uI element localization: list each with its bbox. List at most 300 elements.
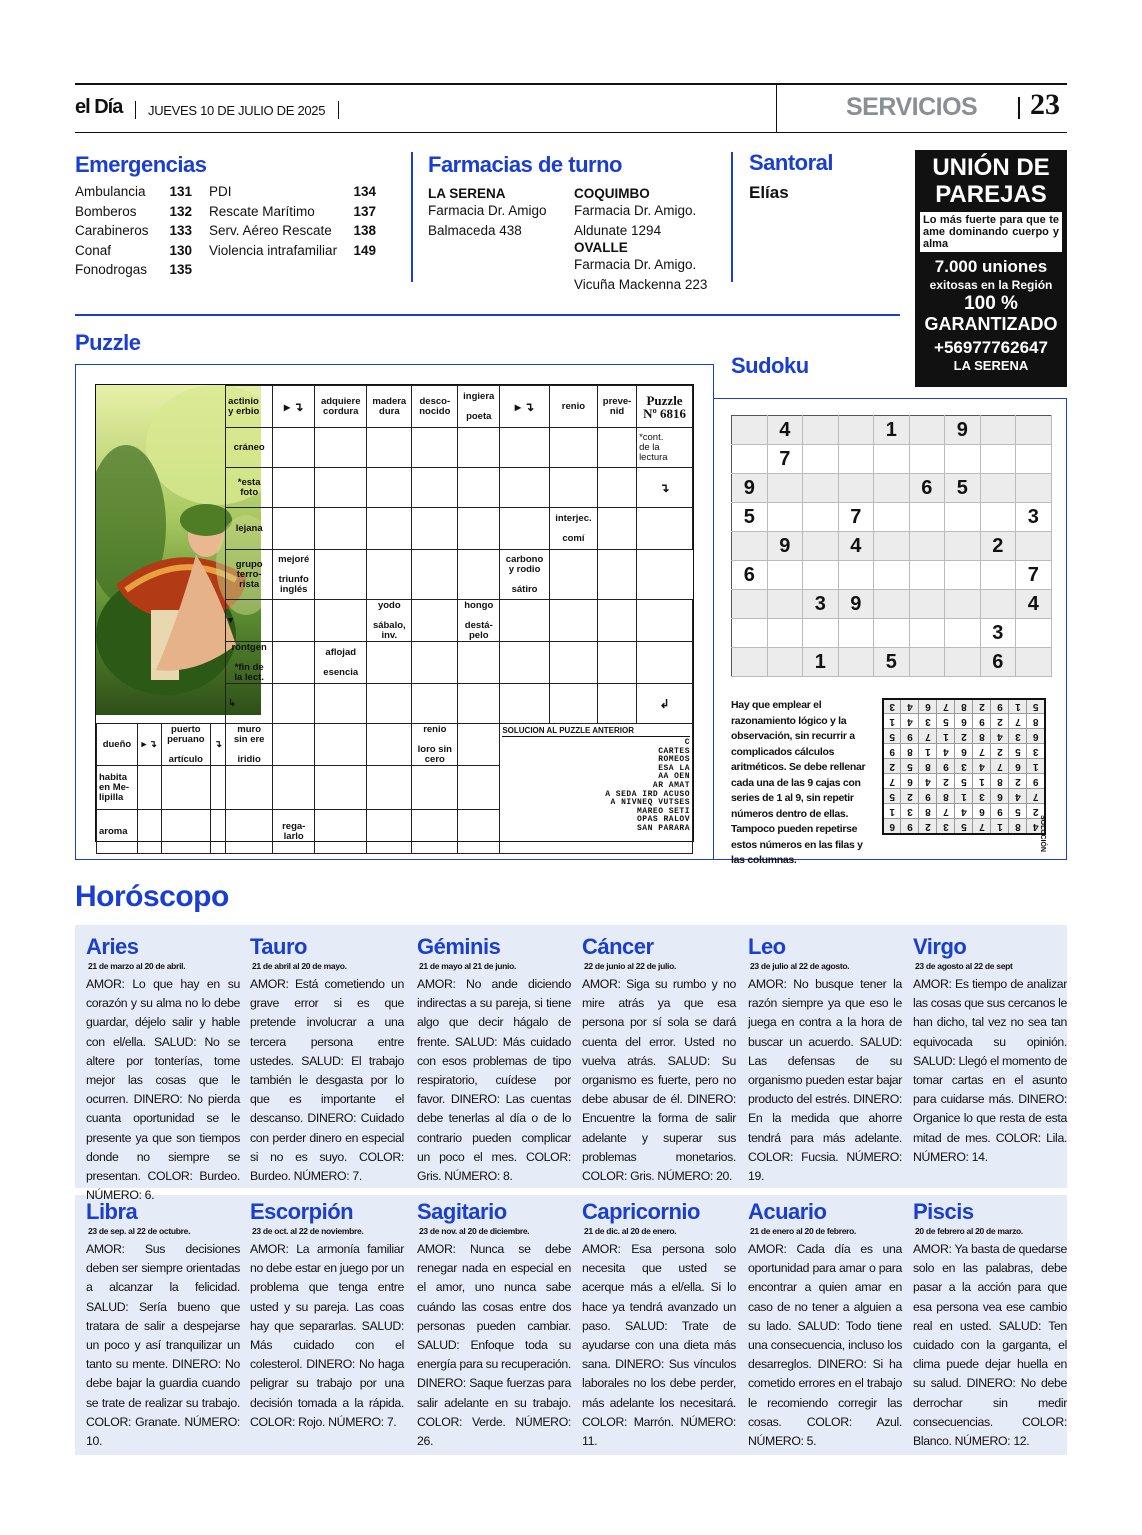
sudoku-cell[interactable] bbox=[909, 532, 945, 561]
solution-cell: 1 bbox=[991, 819, 1009, 834]
sign-text: AMOR: Sus decisiones deben ser siempre orientadas a alcanzar la felicidad. SALUD: Sería bueno que tratara de salir a despejarse un poco y así tranquilizar un tanto su mente. DINERO: No debe bajar la guardia cuando se trate de realizar su trabajo. COLOR: Granate. NÚMERO: 10. bbox=[86, 1242, 240, 1449]
answer-cell[interactable] bbox=[412, 642, 458, 684]
answer-cell[interactable] bbox=[637, 642, 693, 684]
ad-tagline: Lo más fuerte para que te ame dominando cuerpo y alma bbox=[920, 212, 1062, 252]
sudoku-cell[interactable] bbox=[767, 474, 803, 503]
answer-cell[interactable] bbox=[367, 766, 412, 810]
ad-city: LA SERENA bbox=[953, 358, 1029, 373]
answer-cell[interactable] bbox=[549, 684, 597, 724]
horoscope-sign-tauro bbox=[250, 935, 404, 1186]
sudoku-cell[interactable] bbox=[732, 416, 768, 445]
ad-guarantee-number: 100 % bbox=[964, 293, 1018, 314]
solution-cell: 9 bbox=[901, 819, 919, 834]
solution-row: ROMEOS bbox=[658, 755, 690, 765]
clue-cell: yodo sábalo, inv. bbox=[367, 600, 412, 642]
solution-cell: 8 bbox=[919, 759, 937, 774]
solution-cell: 8 bbox=[937, 789, 955, 804]
sudoku-cell[interactable] bbox=[732, 590, 768, 619]
sudoku-cell: 2 bbox=[980, 532, 1016, 561]
horoscope-sign-leo bbox=[748, 935, 902, 1186]
sudoku-cell[interactable] bbox=[803, 416, 839, 445]
answer-cell[interactable] bbox=[412, 468, 458, 508]
page-number: 23 bbox=[1030, 88, 1060, 121]
answer-cell[interactable] bbox=[367, 724, 412, 766]
answer-cell[interactable] bbox=[137, 766, 161, 810]
answer-cell[interactable] bbox=[458, 468, 500, 508]
header-divider bbox=[135, 101, 136, 119]
emergency-number: 149 bbox=[353, 242, 376, 258]
arrow-cell: ▸ ↴ bbox=[273, 386, 315, 428]
emergency-name: Conaf bbox=[75, 242, 112, 258]
answer-cell[interactable] bbox=[315, 724, 367, 766]
sudoku-cell[interactable] bbox=[803, 532, 839, 561]
sudoku-cell[interactable] bbox=[1016, 648, 1052, 677]
farmacia-address: Balmaceda 438 bbox=[428, 222, 522, 238]
ad-phone: +56977762647 bbox=[934, 338, 1048, 357]
solution-row bbox=[883, 699, 1045, 714]
emergency-name: Serv. Aéreo Rescate bbox=[209, 223, 332, 238]
horoscope-sign-capricornio bbox=[582, 1200, 736, 1451]
sign-text: AMOR: Cada día es una oportunidad para amar o para encontrar a quien amar en caso de no tener a alguien a su lado. SALUD: Todo tiene una consecuencia, incluso los desarreglos. DINERO: Si ha cometido errores en el trabajo le recomiendo corregir las cosas. COLOR: Azul. NÚMERO: 5. bbox=[748, 1242, 902, 1449]
sudoku-cell[interactable] bbox=[980, 590, 1016, 619]
sudoku-cell[interactable] bbox=[945, 590, 981, 619]
answer-cell[interactable] bbox=[161, 810, 210, 854]
answer-cell[interactable] bbox=[598, 428, 637, 468]
sudoku-cell[interactable] bbox=[909, 561, 945, 590]
sudoku-cell[interactable] bbox=[732, 445, 768, 474]
answer-cell[interactable] bbox=[367, 642, 412, 684]
sudoku-cell: 1 bbox=[803, 648, 839, 677]
answer-cell[interactable] bbox=[273, 600, 315, 642]
sudoku-cell: 9 bbox=[945, 416, 981, 445]
solution-row: C bbox=[684, 738, 690, 747]
solution-cell: 1 bbox=[937, 729, 955, 744]
sudoku-cell[interactable] bbox=[874, 503, 910, 532]
arrow-cell: ↲ bbox=[637, 684, 693, 724]
answer-cell[interactable] bbox=[315, 550, 367, 600]
answer-cell[interactable] bbox=[273, 724, 315, 766]
sudoku-cell[interactable] bbox=[1016, 619, 1052, 648]
sudoku-row bbox=[732, 503, 1052, 532]
answer-cell[interactable] bbox=[315, 810, 367, 854]
sudoku-cell: 3 bbox=[980, 619, 1016, 648]
answer-cell[interactable] bbox=[458, 766, 500, 810]
solution-cell: 5 bbox=[955, 774, 973, 789]
sudoku-row bbox=[732, 561, 1052, 590]
solution-cell bbox=[500, 724, 693, 854]
solution-cell: 2 bbox=[1009, 774, 1027, 789]
solution-cell: 6 bbox=[991, 789, 1009, 804]
solution-row: CARTES bbox=[658, 746, 690, 756]
clue-cell: aflojad esencia bbox=[315, 642, 367, 684]
solution-cell: 4 bbox=[901, 714, 919, 729]
puzzle-number-cell bbox=[637, 386, 693, 428]
horoscope-sign-sagitario bbox=[417, 1200, 571, 1451]
clue-cell: renio bbox=[549, 386, 597, 428]
answer-cell[interactable] bbox=[500, 468, 549, 508]
sudoku-cell[interactable] bbox=[838, 561, 874, 590]
horoscope-sign-acuario bbox=[748, 1200, 902, 1451]
answer-cell[interactable] bbox=[315, 766, 367, 810]
answer-cell[interactable] bbox=[412, 550, 458, 600]
sudoku-cell[interactable] bbox=[803, 561, 839, 590]
answer-cell[interactable] bbox=[598, 600, 637, 642]
answer-cell[interactable] bbox=[458, 724, 500, 766]
horoscope-sign-escorpión bbox=[250, 1200, 404, 1432]
sudoku-cell[interactable] bbox=[909, 416, 945, 445]
clue-cell: cráneo bbox=[226, 428, 273, 468]
sudoku-cell[interactable] bbox=[838, 648, 874, 677]
answer-cell[interactable] bbox=[315, 468, 367, 508]
sudoku-cell[interactable] bbox=[1016, 416, 1052, 445]
sudoku-cell[interactable] bbox=[980, 561, 1016, 590]
sudoku-cell[interactable] bbox=[874, 619, 910, 648]
answer-cell[interactable] bbox=[500, 600, 549, 642]
sudoku-cell: 4 bbox=[838, 532, 874, 561]
clue-cell: rega- larlo bbox=[273, 810, 315, 854]
header-section-divider bbox=[776, 83, 777, 133]
sign-text: AMOR: No ande diciendo indirectas a su pareja, si tiene algo que decir hágalo de frente. SALUD: Más cuidado con esos problemas de tipo respiratorio, cuídese por favor. DINERO: Las cuentas debe tenerlas al día o de lo contrario pueden complicar un poco el mes. COLOR: Gris. NÚMERO: 8. bbox=[417, 977, 571, 1184]
answer-cell[interactable] bbox=[458, 508, 500, 550]
farmacia-address: Vicuña Mackenna 223 bbox=[574, 276, 708, 292]
sudoku-cell: 6 bbox=[980, 648, 1016, 677]
sudoku-cell[interactable] bbox=[874, 590, 910, 619]
answer-cell[interactable] bbox=[273, 428, 315, 468]
sudoku-row bbox=[732, 474, 1052, 503]
ad-title: UNIÓN DE PAREJAS bbox=[932, 154, 1050, 208]
answer-cell[interactable] bbox=[273, 508, 315, 550]
sudoku-cell: 7 bbox=[767, 445, 803, 474]
solution-cell: 3 bbox=[937, 819, 955, 834]
sudoku-cell: 4 bbox=[1016, 590, 1052, 619]
solution-cell: 8 bbox=[1009, 819, 1027, 834]
sudoku-row bbox=[732, 445, 1052, 474]
section-label: SERVICIOS bbox=[846, 93, 978, 121]
answer-cell[interactable] bbox=[211, 766, 226, 810]
solution-row bbox=[883, 759, 1045, 774]
clue-cell: hongo destá- pelo bbox=[458, 600, 500, 642]
emergency-name: Fonodrogas bbox=[75, 262, 148, 277]
emergency-number: 134 bbox=[353, 184, 376, 199]
answer-cell[interactable] bbox=[637, 508, 693, 550]
sign-text: AMOR: Ya basta de quedarse solo en las palabras, debe pasar a la acción para que esa persona vea ese cambio real en usted. SALUD: Ten cuidado con la garganta, el clima puede dejar huella en su salud. DINERO: No debe derrochar sin medir consecuencias. COLOR: Blanco. NÚMERO: 12. bbox=[913, 1242, 1067, 1449]
sudoku-cell[interactable] bbox=[803, 619, 839, 648]
answer-cell[interactable] bbox=[549, 642, 597, 684]
section-rule bbox=[75, 314, 900, 316]
solution-cell: 7 bbox=[1027, 789, 1045, 804]
sudoku-cell[interactable] bbox=[767, 561, 803, 590]
sign-name: Géminis bbox=[417, 934, 501, 959]
horoscope-sign-aries bbox=[86, 935, 240, 1205]
solution-row bbox=[883, 714, 1045, 729]
solution-cell: 1 bbox=[955, 789, 973, 804]
sudoku-cell[interactable] bbox=[803, 503, 839, 532]
sudoku-cell: 5 bbox=[945, 474, 981, 503]
answer-cell[interactable] bbox=[598, 684, 637, 724]
solution-cell: 8 bbox=[991, 774, 1009, 789]
solution-cell: 3 bbox=[1027, 744, 1045, 759]
emergency-name: Violencia intrafamiliar bbox=[209, 242, 338, 258]
answer-cell[interactable] bbox=[315, 428, 367, 468]
puzzle-brand: Puzzle bbox=[646, 392, 683, 408]
sudoku-cell[interactable] bbox=[980, 416, 1016, 445]
solution-cell: 1 bbox=[973, 774, 991, 789]
answer-cell[interactable] bbox=[315, 600, 367, 642]
sudoku-title: Sudoku bbox=[731, 353, 809, 378]
sudoku-cell: 6 bbox=[909, 474, 945, 503]
puzzle-title: Puzzle bbox=[75, 330, 141, 355]
horoscope-sign-virgo bbox=[913, 935, 1067, 1167]
solution-cell: 4 bbox=[973, 759, 991, 774]
answer-cell[interactable] bbox=[412, 766, 458, 810]
sudoku-cell[interactable] bbox=[980, 503, 1016, 532]
sudoku-cell[interactable] bbox=[838, 474, 874, 503]
solution-cell: 6 bbox=[973, 804, 991, 819]
answer-cell[interactable] bbox=[273, 684, 315, 724]
sudoku-cell[interactable] bbox=[980, 445, 1016, 474]
answer-cell[interactable] bbox=[500, 684, 549, 724]
sign-name: Capricornio bbox=[582, 1199, 700, 1224]
farmacia-coquimbo bbox=[574, 186, 724, 294]
clue-cell: actinio y erbio bbox=[226, 386, 273, 428]
answer-cell[interactable] bbox=[458, 550, 500, 600]
clue-cell: ingiera poeta bbox=[458, 386, 500, 428]
solution-cell: 4 bbox=[901, 699, 919, 714]
solution-cell: 1 bbox=[1009, 699, 1027, 714]
sudoku-cell[interactable] bbox=[980, 474, 1016, 503]
answer-cell[interactable] bbox=[367, 508, 412, 550]
answer-cell[interactable] bbox=[367, 684, 412, 724]
answer-cell[interactable] bbox=[549, 428, 597, 468]
sudoku-cell[interactable] bbox=[945, 445, 981, 474]
answer-cell[interactable] bbox=[137, 810, 161, 854]
sudoku-cell[interactable] bbox=[874, 561, 910, 590]
sign-name: Acuario bbox=[748, 1199, 827, 1224]
solution-row: AA OEN bbox=[658, 772, 690, 782]
solution-cell: 4 bbox=[937, 744, 955, 759]
sudoku-cell[interactable] bbox=[838, 445, 874, 474]
sudoku-cell[interactable] bbox=[767, 503, 803, 532]
answer-cell[interactable] bbox=[412, 810, 458, 854]
column-divider bbox=[731, 152, 733, 282]
sign-name: Piscis bbox=[913, 1199, 974, 1224]
farmacia-address: Aldunate 1294 bbox=[574, 222, 662, 238]
emergency-number: 130 bbox=[169, 242, 192, 258]
answer-cell[interactable] bbox=[315, 508, 367, 550]
solution-cell: 6 bbox=[955, 744, 973, 759]
answer-cell[interactable] bbox=[412, 684, 458, 724]
answer-cell[interactable] bbox=[637, 600, 693, 642]
answer-cell[interactable] bbox=[367, 468, 412, 508]
solution-cell: 7 bbox=[919, 729, 937, 744]
sudoku-cell[interactable] bbox=[1016, 532, 1052, 561]
farmacias-title: Farmacias de turno bbox=[428, 152, 622, 177]
sudoku-cell[interactable] bbox=[803, 445, 839, 474]
solution-row: MAREO SETI bbox=[636, 806, 690, 816]
sudoku-cell: 3 bbox=[803, 590, 839, 619]
answer-cell[interactable] bbox=[367, 550, 412, 600]
answer-cell[interactable] bbox=[458, 684, 500, 724]
answer-cell[interactable] bbox=[412, 508, 458, 550]
horoscope-sign-piscis bbox=[913, 1200, 1067, 1451]
solution-title: SOLUCION AL PUZZLE ANTERIOR bbox=[502, 726, 690, 737]
solution-cell: 3 bbox=[883, 699, 901, 714]
emergencias-list-2 bbox=[209, 182, 376, 260]
arrow-cell: ↴ bbox=[211, 724, 226, 766]
sudoku-cell[interactable] bbox=[732, 648, 768, 677]
sudoku-cell: 3 bbox=[1016, 503, 1052, 532]
answer-cell[interactable] bbox=[549, 550, 597, 600]
answer-cell[interactable] bbox=[500, 508, 549, 550]
sudoku-cell[interactable] bbox=[732, 619, 768, 648]
solution-cell: 6 bbox=[919, 699, 937, 714]
solution-row: ESA LA bbox=[658, 763, 690, 773]
solution-row bbox=[883, 804, 1045, 819]
answer-cell[interactable] bbox=[315, 684, 367, 724]
sudoku-cell: 5 bbox=[874, 648, 910, 677]
answer-cell[interactable] bbox=[598, 550, 637, 600]
solution-cell: 1 bbox=[1027, 759, 1045, 774]
solution-cell: 6 bbox=[1009, 759, 1027, 774]
sudoku-cell[interactable] bbox=[767, 590, 803, 619]
answer-cell[interactable] bbox=[273, 766, 315, 810]
sign-name: Escorpión bbox=[250, 1199, 354, 1224]
answer-cell[interactable] bbox=[161, 766, 210, 810]
answer-cell[interactable] bbox=[367, 810, 412, 854]
sudoku-cell[interactable] bbox=[874, 445, 910, 474]
solution-cell: 1 bbox=[883, 714, 901, 729]
answer-cell[interactable] bbox=[598, 508, 637, 550]
solution-cell: 5 bbox=[1027, 699, 1045, 714]
sudoku-cell[interactable] bbox=[803, 474, 839, 503]
sudoku-cell[interactable] bbox=[945, 532, 981, 561]
clue-cell: *esta foto bbox=[226, 468, 273, 508]
answer-cell[interactable] bbox=[211, 810, 226, 854]
answer-cell[interactable] bbox=[458, 428, 500, 468]
sudoku-cell[interactable] bbox=[874, 474, 910, 503]
solution-cell: 9 bbox=[919, 789, 937, 804]
sudoku-cell[interactable] bbox=[874, 532, 910, 561]
sign-dates: 21 de mayo al 21 de junio. bbox=[419, 961, 517, 971]
solution-row bbox=[883, 789, 1045, 804]
solution-row bbox=[883, 729, 1045, 744]
answer-cell[interactable] bbox=[598, 468, 637, 508]
sudoku-cell: 6 bbox=[732, 561, 768, 590]
solution-cell: 2 bbox=[937, 774, 955, 789]
emergency-number: 138 bbox=[353, 223, 376, 238]
sudoku-cell[interactable] bbox=[909, 503, 945, 532]
sudoku-instructions: Hay que emplear el razonamiento lógico y la observación, sin recurrir a complicados cálculos aritméticos. Se debe rellenar cada una de las 9 cajas con series de 1 al 9, sin repetir números dentro de ellas. Tampoco pueden repetirse estos números en las filas y las columnas. bbox=[731, 699, 866, 866]
clue-cell: desco- nocido bbox=[412, 386, 458, 428]
sudoku-cell: 9 bbox=[838, 590, 874, 619]
sudoku-cell[interactable] bbox=[945, 503, 981, 532]
sudoku-cell[interactable] bbox=[909, 648, 945, 677]
solution-cell: 9 bbox=[991, 804, 1009, 819]
solution-cell: 4 bbox=[1009, 789, 1027, 804]
solution-cell: 4 bbox=[955, 804, 973, 819]
answer-cell[interactable] bbox=[500, 642, 549, 684]
solution-cell: 9 bbox=[901, 729, 919, 744]
answer-cell[interactable] bbox=[598, 642, 637, 684]
ad-stat-sub: exitosas en la Región bbox=[929, 278, 1053, 292]
sign-dates: 23 de sep. al 22 de octubre. bbox=[88, 1226, 191, 1236]
sudoku-cell[interactable] bbox=[945, 648, 981, 677]
solution-cell: 6 bbox=[955, 714, 973, 729]
solution-cell: 5 bbox=[1009, 744, 1027, 759]
arrow-cell: ↴ bbox=[637, 468, 693, 508]
emergency-row bbox=[209, 241, 376, 261]
answer-cell[interactable] bbox=[226, 766, 273, 810]
solution-cell: 7 bbox=[937, 804, 955, 819]
sudoku-cell[interactable] bbox=[732, 532, 768, 561]
sudoku-cell[interactable] bbox=[838, 619, 874, 648]
crossword-grid bbox=[95, 384, 694, 842]
sudoku-row bbox=[732, 590, 1052, 619]
answer-cell[interactable] bbox=[549, 468, 597, 508]
sudoku-cell[interactable] bbox=[909, 445, 945, 474]
clue-cell: carbono y rodio sátiro bbox=[500, 550, 549, 600]
emergency-number: 133 bbox=[169, 223, 192, 238]
answer-cell[interactable] bbox=[500, 428, 549, 468]
clue-cell: mejoré triunfo inglés bbox=[273, 550, 315, 600]
solution-cell: 9 bbox=[991, 699, 1009, 714]
emergency-row bbox=[75, 241, 192, 261]
solution-cell: 2 bbox=[901, 789, 919, 804]
clue-cell: renio loro sin cero bbox=[412, 724, 458, 766]
sudoku-cell[interactable] bbox=[945, 561, 981, 590]
answer-cell[interactable] bbox=[412, 428, 458, 468]
sign-dates: 21 de enero al 20 de febrero. bbox=[750, 1226, 857, 1236]
answer-cell[interactable] bbox=[549, 600, 597, 642]
sign-dates: 20 de febrero al 20 de marzo. bbox=[915, 1226, 1023, 1236]
sign-text: AMOR: Esa persona solo necesita que usted se acerque más a el/ella. Si lo hace ya tendrá avanzado un paso. SALUD: Trate de ayudarse con una dieta más sana. DINERO: Sus vínculos laborales no los debe perder, más adelante los necesitará. COLOR: Marrón. NÚMERO: 11. bbox=[582, 1242, 736, 1449]
sudoku-cell[interactable] bbox=[909, 590, 945, 619]
sudoku-solution-label: SOLUCIÓN bbox=[1039, 815, 1046, 852]
farmacia-city: COQUIMBO bbox=[574, 186, 650, 201]
solution-cell: 1 bbox=[919, 744, 937, 759]
clue-cell: lejana bbox=[226, 508, 273, 550]
clue-cell: preve- nid bbox=[598, 386, 637, 428]
solution-row: OPAS RALOV bbox=[636, 815, 690, 825]
solution-cell: 2 bbox=[955, 729, 973, 744]
answer-cell[interactable] bbox=[273, 468, 315, 508]
sudoku-cell[interactable] bbox=[767, 648, 803, 677]
sudoku-cell[interactable] bbox=[838, 416, 874, 445]
clue-cell: röntgen *fin de la lect. bbox=[226, 642, 273, 684]
clue-cell: interjec. comí bbox=[549, 508, 597, 550]
answer-cell[interactable] bbox=[412, 600, 458, 642]
sudoku-cell[interactable] bbox=[1016, 474, 1052, 503]
arrow-cell: ▸ ↴ bbox=[137, 724, 161, 766]
sudoku-cell[interactable] bbox=[1016, 445, 1052, 474]
solution-row bbox=[883, 819, 1045, 834]
answer-cell[interactable] bbox=[367, 428, 412, 468]
emergency-name: Rescate Marítimo bbox=[209, 203, 315, 219]
solution-cell: 5 bbox=[883, 729, 901, 744]
sudoku-cell[interactable] bbox=[945, 619, 981, 648]
sign-name: Sagitario bbox=[417, 1199, 507, 1224]
answer-cell[interactable] bbox=[458, 642, 500, 684]
solution-cell: 8 bbox=[973, 729, 991, 744]
sudoku-cell[interactable] bbox=[767, 619, 803, 648]
answer-cell[interactable] bbox=[458, 810, 500, 854]
solution-cell: 7 bbox=[937, 699, 955, 714]
answer-cell[interactable] bbox=[226, 810, 273, 854]
answer-cell[interactable] bbox=[273, 642, 315, 684]
sudoku-cell: 4 bbox=[767, 416, 803, 445]
sign-text: AMOR: Nunca se debe renegar nada en especial en el amor, uno nunca sabe cuándo las cosas entre dos personas pueden cambiar. SALUD: Enfoque toda su energía para su recuperación. DINERO: Saque fuerzas para salir adelante en su trabajo. COLOR: Verde. NÚMERO: 26. bbox=[417, 1242, 571, 1449]
sudoku-cell[interactable] bbox=[909, 619, 945, 648]
